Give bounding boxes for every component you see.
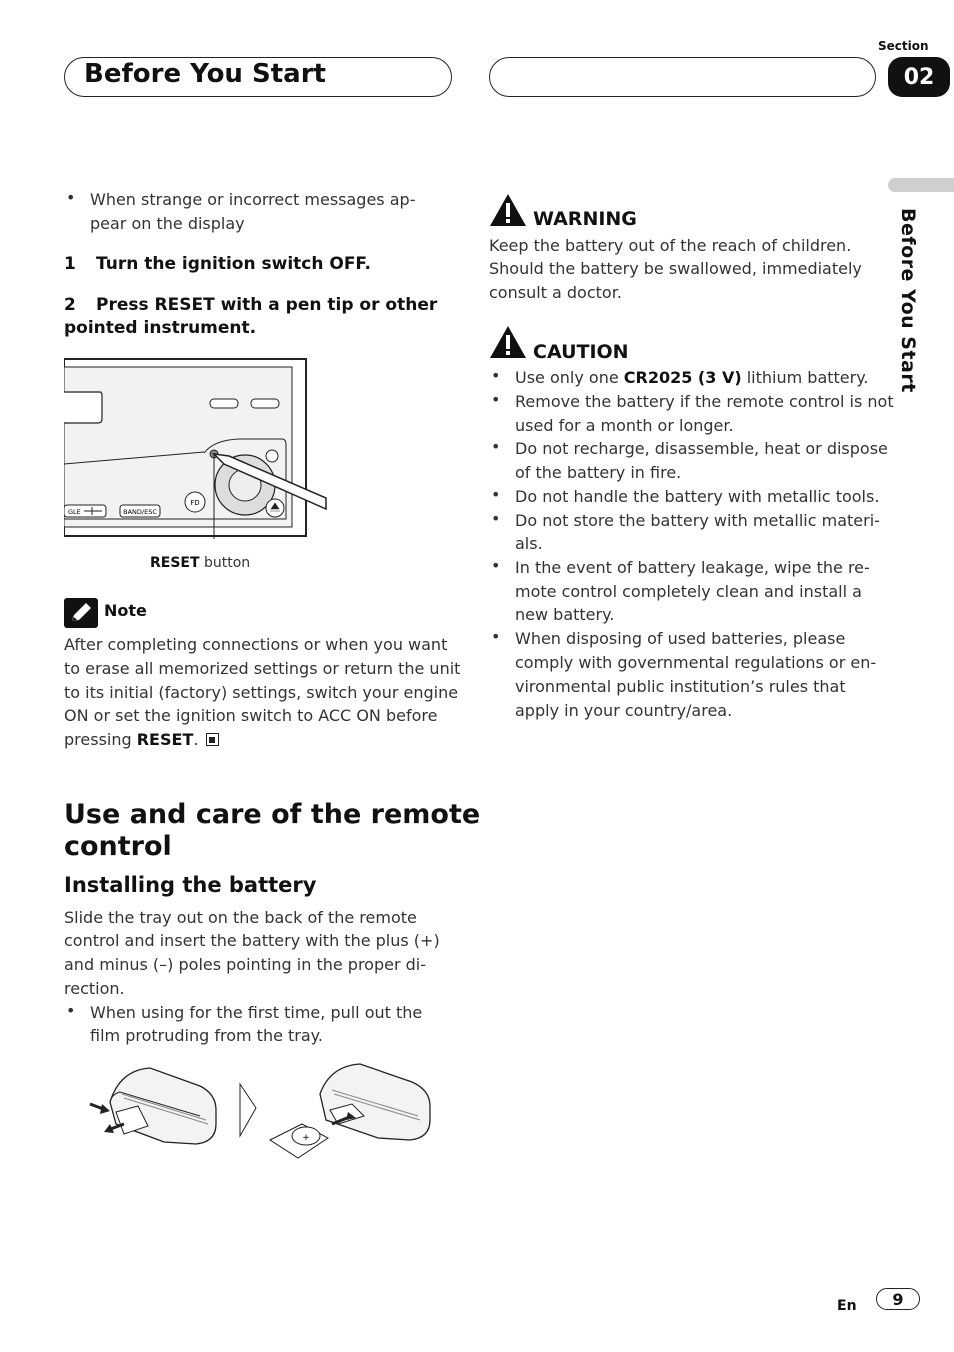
section-heading-line2: control bbox=[64, 831, 172, 862]
install-line-4: rection. bbox=[64, 979, 125, 998]
section-label: Section bbox=[878, 39, 929, 53]
side-tab bbox=[888, 178, 954, 192]
caution-title: CAUTION bbox=[533, 341, 629, 363]
warning-line-2: Should the battery be swallowed, immediately bbox=[489, 259, 862, 278]
install-line-1: Slide the tray out on the back of the remote bbox=[64, 908, 417, 927]
bullet-messages-line2: pear on the display bbox=[90, 214, 245, 233]
caution-1 bbox=[515, 366, 869, 390]
caution-bullet: • bbox=[491, 485, 501, 504]
caution-bullet: • bbox=[491, 556, 501, 575]
caution-7-line3: vironmental public institution’s rules that bbox=[515, 677, 846, 696]
warning-triangle-icon bbox=[489, 193, 527, 227]
caution-bullet: • bbox=[491, 627, 501, 646]
caution-5-line1: Do not store the battery with metallic materi- bbox=[515, 511, 880, 530]
note-title: Note bbox=[104, 601, 147, 620]
bullet-dot: • bbox=[66, 188, 76, 207]
caution-7-line4: apply in your country/area. bbox=[515, 701, 733, 720]
note-line-3: to its initial (factory) settings, switch your engine bbox=[64, 683, 459, 702]
bullet-dot: • bbox=[66, 1001, 76, 1020]
note-last-post: . bbox=[193, 730, 199, 749]
page-title: Before You Start bbox=[84, 59, 326, 89]
note-line-1: After completing connections or when you want bbox=[64, 635, 448, 654]
step-1-number: 1 bbox=[64, 254, 76, 274]
caution-7-line1: When disposing of used batteries, please bbox=[515, 629, 846, 648]
figure-label-fd: FD bbox=[190, 499, 200, 507]
caution-bullet: • bbox=[491, 509, 501, 528]
footer-language: En bbox=[837, 1298, 857, 1314]
caution-6-line2: mote control completely clean and install a bbox=[515, 582, 862, 601]
step-2-number: 2 bbox=[64, 295, 76, 315]
warning-title: WARNING bbox=[533, 208, 637, 230]
note-last-pre: pressing bbox=[64, 730, 137, 749]
caution-2-line1: Remove the battery if the remote control is not bbox=[515, 392, 894, 411]
head-unit-illustration bbox=[64, 357, 330, 539]
caution-7-line2: comply with governmental regulations or en- bbox=[515, 653, 877, 672]
warning-line-1: Keep the battery out of the reach of children. bbox=[489, 236, 852, 255]
caution-bullet: • bbox=[491, 437, 501, 456]
caution-bullet: • bbox=[491, 390, 501, 409]
subheading: Installing the battery bbox=[64, 873, 317, 897]
side-tab-label: Before You Start bbox=[897, 208, 919, 393]
remote-tray-illustration bbox=[80, 1062, 440, 1172]
caution-1-post: lithium battery. bbox=[741, 368, 869, 387]
svg-text:+: + bbox=[302, 1133, 310, 1143]
caption-rest: button bbox=[199, 555, 251, 571]
caution-4-line1: Do not handle the battery with metallic tools. bbox=[515, 487, 880, 506]
figure-label-angle: GLE bbox=[68, 508, 81, 516]
section-number: 02 bbox=[888, 57, 950, 97]
section-heading-line1: Use and care of the remote bbox=[64, 799, 481, 830]
caution-2-line2: used for a month or longer. bbox=[515, 416, 734, 435]
step-2-line1: Press RESET with a pen tip or other bbox=[96, 295, 438, 315]
install-line-2: control and insert the battery with the plus (+) bbox=[64, 931, 440, 950]
note-last-bold: RESET bbox=[136, 730, 194, 749]
step-1-text: Turn the ignition switch OFF. bbox=[96, 254, 372, 274]
install-line-3: and minus (–) poles pointing in the proper di- bbox=[64, 955, 427, 974]
bullet-messages-line1: When strange or incorrect messages ap- bbox=[90, 190, 416, 209]
header-empty-frame bbox=[489, 57, 876, 97]
bullet-first-use-line1: When using for the first time, pull out the bbox=[90, 1003, 423, 1022]
caution-6-line3: new battery. bbox=[515, 605, 615, 624]
caution-6-line1: In the event of battery leakage, wipe the re- bbox=[515, 558, 870, 577]
note-line-2: to erase all memorized settings or return the unit bbox=[64, 659, 461, 678]
figure-caption bbox=[150, 555, 250, 571]
caution-bullet: • bbox=[491, 366, 501, 385]
bullet-first-use-line2: film protruding from the tray. bbox=[90, 1026, 323, 1045]
end-mark-icon bbox=[206, 733, 219, 746]
page-number: 9 bbox=[876, 1288, 920, 1310]
caution-3-line2: of the battery in fire. bbox=[515, 463, 682, 482]
caution-5-line2: als. bbox=[515, 534, 543, 553]
note-pencil-icon bbox=[64, 598, 98, 628]
caution-3-line1: Do not recharge, disassemble, heat or dispose bbox=[515, 439, 888, 458]
note-line-5 bbox=[64, 728, 219, 752]
caution-triangle-icon bbox=[489, 325, 527, 359]
figure-label-band: BAND/ESC bbox=[123, 508, 157, 516]
step-2-line2: pointed instrument. bbox=[64, 318, 257, 338]
caption-bold: RESET bbox=[150, 555, 200, 571]
warning-line-3: consult a doctor. bbox=[489, 283, 622, 302]
caution-1-pre: Use only one bbox=[515, 368, 624, 387]
note-line-4: ON or set the ignition switch to ACC ON before bbox=[64, 706, 438, 725]
caution-1-bold: CR2025 (3 V) bbox=[623, 368, 742, 387]
